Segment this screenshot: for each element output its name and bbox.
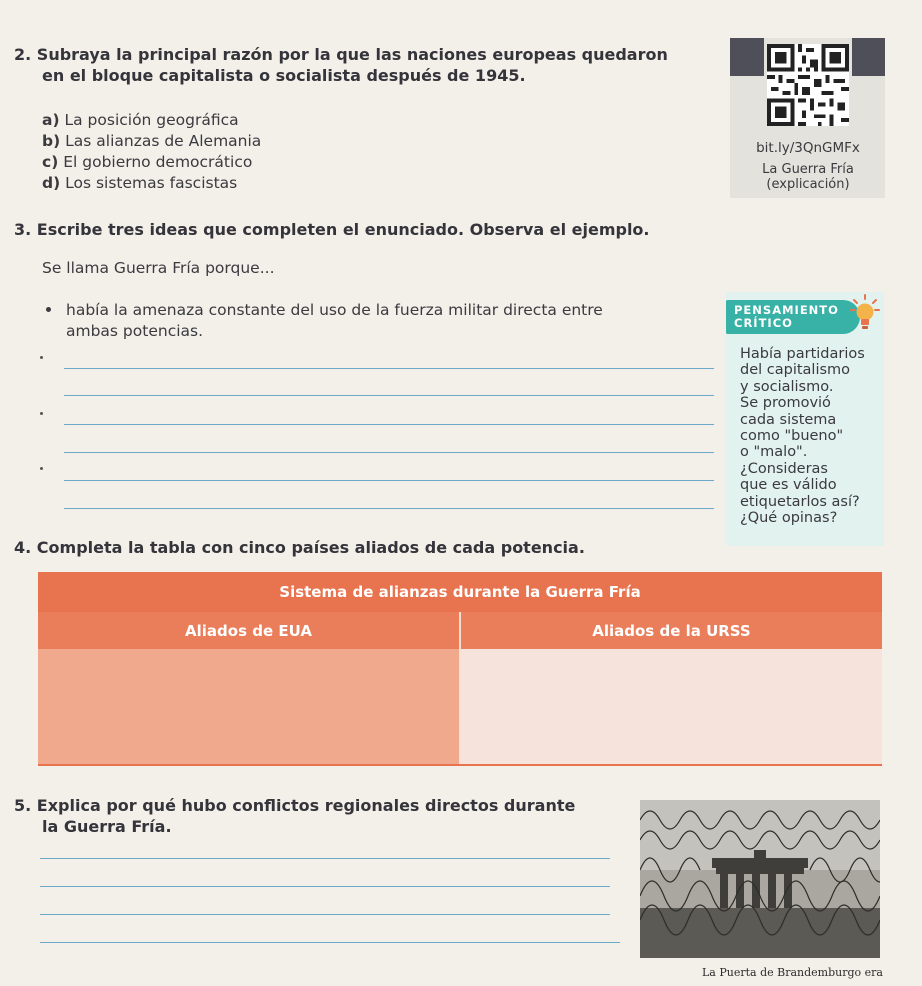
answer-line[interactable] [64, 424, 714, 425]
answer-line[interactable] [40, 886, 610, 887]
critical-thinking-line: que es válido [740, 477, 837, 494]
question-5-text-line2: la Guerra Fría. [42, 817, 172, 836]
qr-band-right [852, 38, 885, 76]
column-header-ussr-allies: Aliados de la URSS [460, 612, 882, 649]
column-header-usa-allies: Aliados de EUA [38, 612, 460, 649]
critical-thinking-line: etiquetarlos así? [740, 493, 860, 510]
answer-line[interactable] [64, 368, 714, 369]
bullet-icon [40, 356, 43, 359]
option-d[interactable] [42, 173, 237, 194]
critical-thinking-line: Había partidarios [740, 346, 865, 362]
answer-line[interactable] [64, 480, 714, 481]
brandenburg-gate-photo [640, 800, 880, 958]
question-4-number: 4. [14, 538, 32, 557]
photo-caption: La Puerta de Brandemburgo era [702, 966, 883, 979]
answer-line[interactable] [40, 914, 610, 915]
example-answer-line2: ambas potencias. [66, 322, 204, 340]
answer-line[interactable] [40, 942, 620, 943]
option-d-text: Los sistemas fascistas [65, 174, 238, 192]
question-5-text-line1: Explica por qué hubo conflictos regionales directos durante [36, 796, 576, 815]
answer-line[interactable] [64, 508, 714, 509]
critical-thinking-line: Se promovió [740, 395, 831, 412]
critical-thinking-line: ¿Consideras [740, 460, 828, 477]
critical-thinking-line: y socialismo. [740, 378, 834, 395]
table-bottom-rule [38, 764, 882, 766]
question-3-stem: Se llama Guerra Fría porque... [42, 259, 275, 277]
qr-band-left [730, 38, 764, 76]
question-3-number: 3. [14, 220, 32, 239]
table-title: Sistema de alianzas durante la Guerra Fría [38, 572, 882, 612]
ussr-allies-cell[interactable] [460, 649, 882, 765]
alliances-table [38, 572, 882, 765]
option-b[interactable] [42, 131, 261, 152]
option-a-text: La posición geográfica [64, 111, 239, 129]
answer-line[interactable] [64, 452, 714, 453]
answer-line[interactable] [40, 858, 610, 859]
answer-line[interactable] [64, 395, 714, 396]
qr-code-icon[interactable] [767, 44, 849, 126]
bullet-icon [40, 467, 43, 470]
question-2 [14, 44, 714, 65]
question-4 [14, 537, 585, 558]
critical-thinking-tag-line2: CRÍTICO [734, 316, 793, 330]
option-a-letter: a) [42, 111, 60, 129]
bullet-icon [40, 412, 43, 415]
critical-thinking-tag [726, 300, 860, 334]
qr-label: La Guerra Fría [762, 162, 854, 177]
question-5 [14, 795, 575, 816]
option-b-letter: b) [42, 132, 61, 150]
option-c-letter: c) [42, 153, 59, 171]
option-d-letter: d) [42, 174, 61, 192]
qr-url[interactable]: bit.ly/3QnGMFx [756, 140, 860, 156]
option-c[interactable] [42, 152, 252, 173]
critical-thinking-line: o "malo". [740, 444, 808, 461]
question-3-text: Escribe tres ideas que completen el enunciado. Observa el ejemplo. [36, 220, 650, 239]
question-2-number: 2. [14, 45, 32, 64]
critical-thinking-tag-line1: PENSAMIENTO [734, 303, 839, 317]
critical-thinking-line: como "bueno" [740, 428, 844, 445]
question-2-text-line1: Subraya la principal razón por la que las naciones europeas quedaron [36, 45, 668, 64]
option-a[interactable] [42, 110, 239, 131]
qr-sublabel: (explicación) [766, 177, 850, 192]
question-4-text: Completa la tabla con cinco países aliados de cada potencia. [36, 538, 585, 557]
critical-thinking-line: del capitalismo [740, 362, 851, 379]
option-c-text: El gobierno democrático [63, 153, 253, 171]
example-answer-line1: había la amenaza constante del uso de la fuerza militar directa entre [66, 301, 603, 319]
usa-allies-cell[interactable] [38, 649, 460, 765]
critical-thinking-line: cada sistema [740, 411, 837, 428]
bullet-icon [46, 307, 51, 312]
question-5-number: 5. [14, 796, 32, 815]
question-2-text-line2: en el bloque capitalista o socialista después de 1945. [42, 66, 526, 85]
critical-thinking-line: ¿Qué opinas? [740, 510, 838, 527]
question-3 [14, 219, 650, 240]
option-b-text: Las alianzas de Alemania [65, 132, 262, 150]
lightbulb-icon [850, 293, 880, 333]
critical-thinking-text [740, 346, 880, 526]
